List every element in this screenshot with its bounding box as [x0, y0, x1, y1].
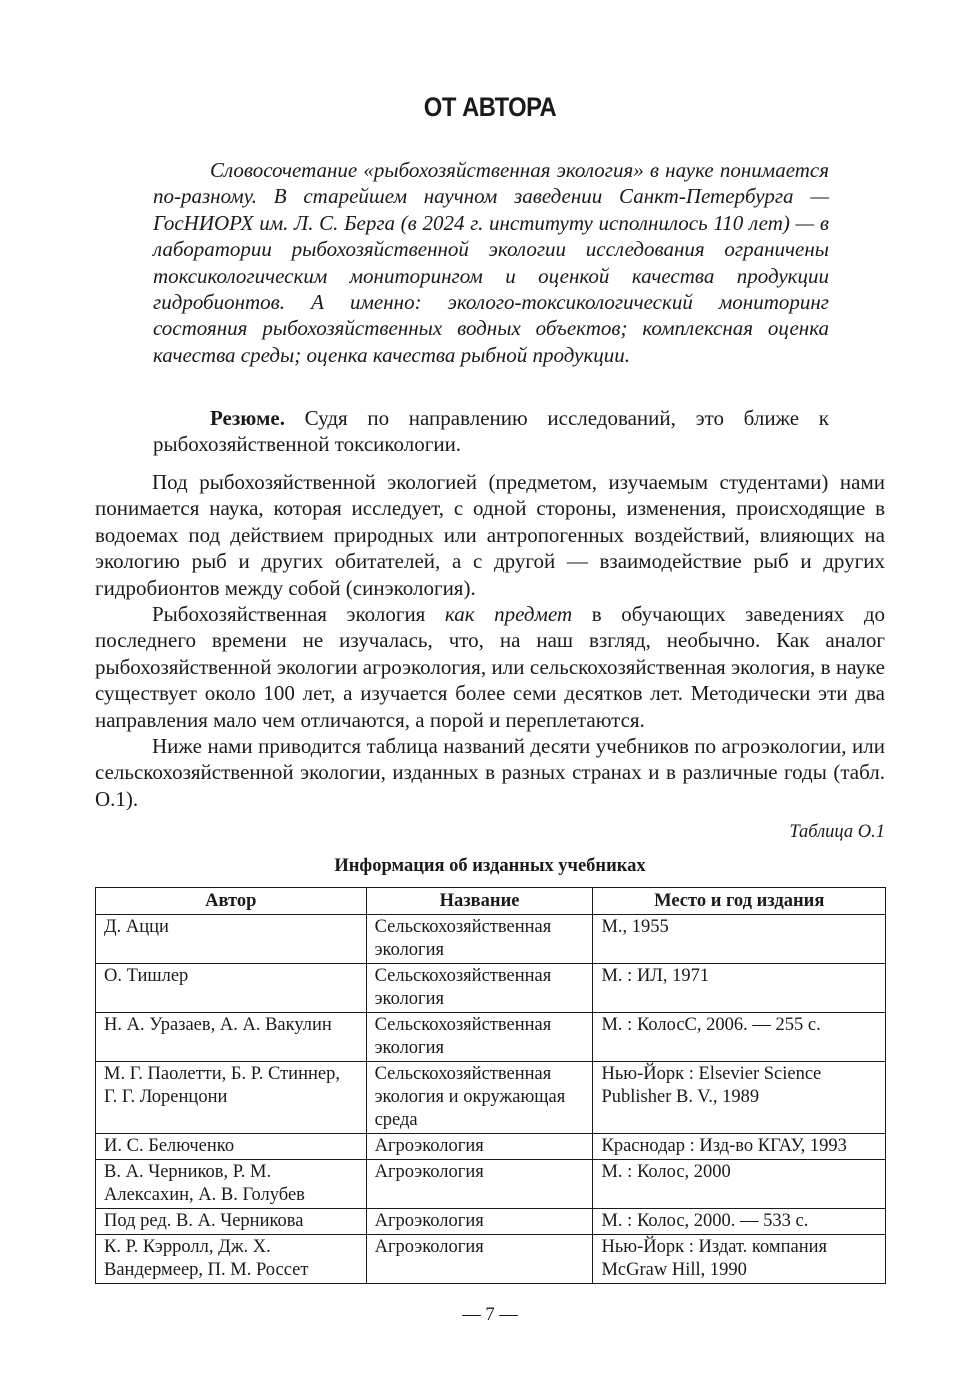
- paragraph-subject: [95, 601, 885, 733]
- cell-title: Агроэкология: [366, 1209, 593, 1235]
- cell-publication: М. : Колос, 2000. — 533 с.: [593, 1209, 886, 1235]
- cell-publication: Нью-Йорк : Издат. компания McGraw Hill, 1990: [593, 1235, 886, 1284]
- cell-publication: Нью-Йорк : Elsevier Science Publisher B. V., 1989: [593, 1062, 886, 1134]
- page-number: — 7 —: [462, 1305, 518, 1325]
- cell-title: Сельскохозяйственная экология: [366, 964, 593, 1013]
- resume-paragraph: [153, 405, 829, 458]
- cell-author: Н. А. Уразаев, А. А. Вакулин: [96, 1013, 367, 1062]
- cell-publication: Краснодар : Изд-во КГАУ, 1993: [593, 1134, 886, 1160]
- cell-title: Агроэкология: [366, 1235, 593, 1284]
- table-label: Таблица О.1: [789, 822, 885, 842]
- column-header-author: Автор: [96, 888, 367, 915]
- table-row: [96, 915, 886, 964]
- table-row: [96, 1013, 886, 1062]
- cell-title: Агроэкология: [366, 1134, 593, 1160]
- paragraph-subject-end: в обучающих заведениях до последнего времени не изучалась, что, на наш взгляд, необычно. Как аналог рыбохозяйственной экологии агроэкология, или сельскохозяйственная экология, в науке существует около 100 лет, а изучается более семи десятков лет. Методически эти два направления мало чем отличаются, а порой и переплетаются.: [95, 602, 886, 732]
- cell-author: В. А. Черников, Р. М. Алексахин, А. В. Голубев: [96, 1160, 367, 1209]
- cell-title: Сельскохозяйственная экология: [366, 1013, 593, 1062]
- column-header-publication: Место и год издания: [593, 888, 886, 915]
- textbooks-table: [95, 887, 886, 1284]
- page-heading: ОТ АВТОРА: [423, 92, 557, 122]
- cell-author: К. Р. Кэрролл, Дж. Х. Вандермеер, П. М. Россет: [96, 1235, 367, 1284]
- table-row: [96, 1160, 886, 1209]
- cell-publication: М. : КолосС, 2006. — 255 с.: [593, 1013, 886, 1062]
- paragraph-subject-emphasis: как предмет: [444, 602, 573, 626]
- resume-text: Судя по направлению исследований, это ближе к рыбохозяйственной токсикологии.: [153, 406, 829, 457]
- cell-author: Под ред. В. А. Черникова: [96, 1209, 367, 1235]
- table-row: [96, 1235, 886, 1284]
- cell-title: Сельскохозяйственная экология и окружающая среда: [366, 1062, 593, 1134]
- cell-publication: М. : ИЛ, 1971: [593, 964, 886, 1013]
- table-row: [96, 964, 886, 1013]
- paragraph-definition: Под рыбохозяйственной экологией (предметом, изучаемым студентами) нами понимается наука, которая исследует, с одной стороны, изменения, происходящие в водоемах под действием природных или антропогенных воздействий, влияющих на экологию рыб и других обитателей, а с другой — взаимодействие рыб и других гидробионтов между собой (синэкология).: [95, 470, 885, 600]
- cell-title: Сельскохозяйственная экология: [366, 915, 593, 964]
- cell-publication: М., 1955: [593, 915, 886, 964]
- table-header-row: [96, 888, 886, 915]
- table-row: [96, 1209, 886, 1235]
- paragraph-table-intro: Ниже нами приводится таблица названий десяти учебников по агроэкологии, или сельскохозяйственной экологии, изданных в разных странах и в различные годы (табл. О.1).: [95, 734, 885, 811]
- table-row: [96, 1062, 886, 1134]
- epigraph: Словосочетание «рыбохозяйственная экология» в науке понимается по-разному. В старейшем научном заведении Санкт-Петербурга — ГосНИОРХ им. Л. С. Берга (в 2024 г. институту исполнилось 110 лет) — в лаборатории рыбохозяйственной экологии исследования ограничены токсикологическим мониторингом и оценкой качества продукции гидробионтов. А именно: эколого-токсикологический мониторинг состояния рыбохозяйственных водных объектов; комплексная оценка качества среды; оценка качества рыбной продукции.: [153, 158, 829, 367]
- paragraph-subject-start: Рыбохозяйственная экология: [152, 602, 445, 626]
- resume-label: Резюме.: [210, 406, 285, 430]
- cell-author: И. С. Белюченко: [96, 1134, 367, 1160]
- table-row: [96, 1134, 886, 1160]
- cell-author: Д. Ацци: [96, 915, 367, 964]
- cell-publication: М. : Колос, 2000: [593, 1160, 886, 1209]
- column-header-title: Название: [366, 888, 593, 915]
- table-title: Информация об изданных учебниках: [334, 856, 646, 876]
- cell-author: М. Г. Паолетти, Б. Р. Стиннер, Г. Г. Лоренцони: [96, 1062, 367, 1134]
- cell-title: Агроэкология: [366, 1160, 593, 1209]
- cell-author: О. Тишлер: [96, 964, 367, 1013]
